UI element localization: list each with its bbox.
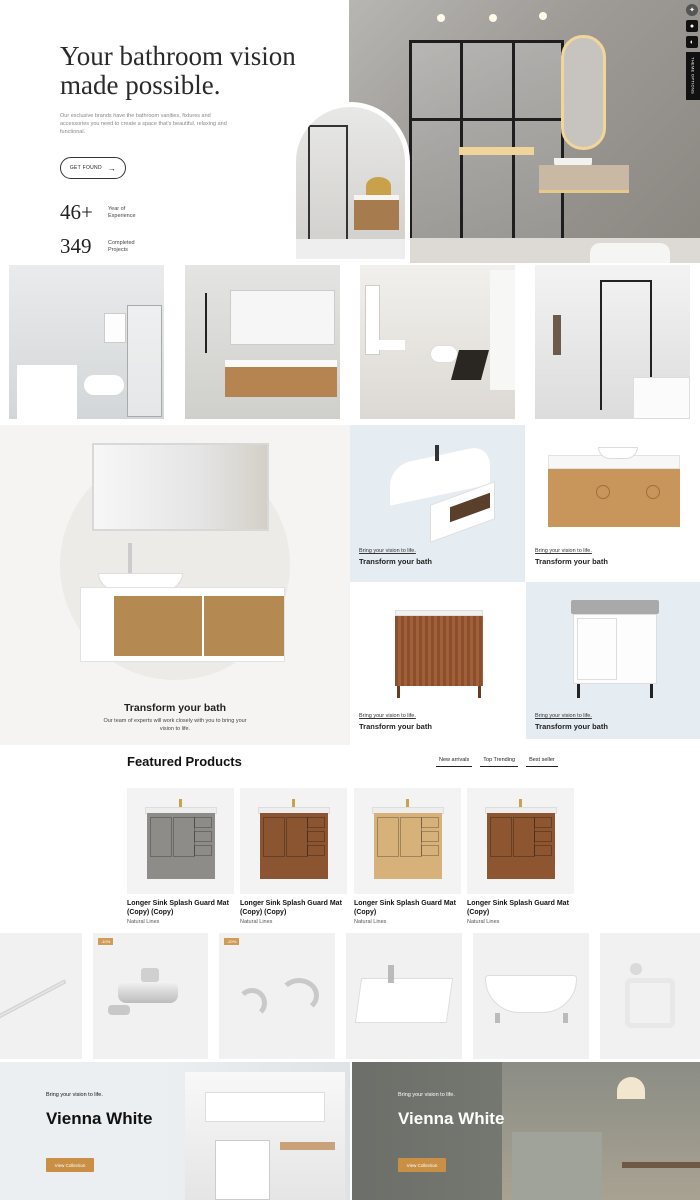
product-card[interactable] xyxy=(127,788,234,925)
stat-label: Completed Projects xyxy=(108,239,135,253)
product-card[interactable] xyxy=(240,788,347,925)
accessory-card[interactable] xyxy=(346,933,462,1059)
promo-card-title: Transform your bath xyxy=(359,722,432,731)
product-card[interactable] xyxy=(467,788,574,925)
accessory-card[interactable] xyxy=(0,933,82,1059)
accessory-card[interactable] xyxy=(93,933,208,1059)
gallery-image[interactable] xyxy=(535,265,690,419)
tab-best-seller[interactable]: Best seller xyxy=(526,757,558,767)
hero-arch-image xyxy=(291,102,410,264)
accessory-card[interactable] xyxy=(219,933,335,1059)
promo-title: Transform your bath xyxy=(123,702,227,714)
product-brand: Natural Lines xyxy=(467,919,500,925)
featured-title: Featured Products xyxy=(127,754,242,769)
get-found-button[interactable] xyxy=(60,157,126,179)
banner-kicker: Bring your vision to life. xyxy=(398,1092,455,1098)
theme-options-tab[interactable]: THEME OPTIONS xyxy=(686,52,700,100)
view-collection-button[interactable]: View Collection xyxy=(398,1158,446,1172)
promo-card[interactable] xyxy=(350,582,525,739)
product-name[interactable]: Longer Sink Splash Guard Mat (Copy) (Copy) xyxy=(127,900,229,916)
settings-icon[interactable]: ✦ xyxy=(686,4,698,16)
side-tools xyxy=(686,4,700,100)
product-brand: Natural Lines xyxy=(240,919,273,925)
promo-subtitle: Our team of experts will work closely with you to bring your vision to life. xyxy=(103,718,247,732)
product-brand: Natural Lines xyxy=(127,919,160,925)
accessory-card[interactable] xyxy=(473,933,589,1059)
promo-card[interactable] xyxy=(350,425,525,582)
promo-card-link[interactable]: Bring your vision to life. xyxy=(359,548,416,554)
promo-card[interactable] xyxy=(526,425,700,582)
product-image[interactable] xyxy=(354,788,461,894)
product-card[interactable] xyxy=(354,788,461,925)
promo-card-link[interactable]: Bring your vision to life. xyxy=(535,548,592,554)
stat-projects xyxy=(60,234,148,259)
banner-kicker: Bring your vision to life. xyxy=(46,1092,103,1098)
gallery-strip xyxy=(0,265,700,420)
get-found-label: GET FOUND xyxy=(69,165,102,171)
promo-card-title: Transform your bath xyxy=(535,557,608,566)
promo-card-link[interactable]: Bring your vision to life. xyxy=(535,713,592,719)
gallery-image[interactable] xyxy=(360,265,515,419)
product-name[interactable]: Longer Sink Splash Guard Mat (Copy) xyxy=(354,900,456,916)
discount-badge: -20% xyxy=(224,938,239,945)
contrast-icon[interactable]: ◐ xyxy=(686,36,698,48)
promo-main[interactable] xyxy=(0,425,350,745)
gallery-image[interactable] xyxy=(9,265,164,419)
product-image[interactable] xyxy=(240,788,347,894)
arrow-right-icon: → xyxy=(107,163,117,173)
banner-title: Vienna White xyxy=(398,1109,505,1128)
product-image[interactable] xyxy=(467,788,574,894)
tab-new-arrivals[interactable]: New arrivals xyxy=(436,757,472,767)
featured-tabs xyxy=(436,757,558,767)
hero-title: Your bathroom vision made possible. xyxy=(60,41,296,100)
promo-card-link[interactable]: Bring your vision to life. xyxy=(359,713,416,719)
promo-card[interactable] xyxy=(526,582,700,739)
banner-title: Vienna White xyxy=(46,1109,153,1128)
collection-banner xyxy=(352,1062,700,1200)
accessory-card[interactable] xyxy=(600,933,700,1059)
color-dot-icon[interactable]: ● xyxy=(686,20,698,32)
product-brand: Natural Lines xyxy=(354,919,387,925)
hero-description: Our exclusive brands have the bathroom vanities, fixtures and accessories you need to create a space that's beautiful, relaxing and functional. xyxy=(60,113,227,135)
view-collection-button[interactable]: View Collection xyxy=(46,1158,94,1172)
stat-experience xyxy=(60,200,148,225)
product-name[interactable]: Longer Sink Splash Guard Mat (Copy) xyxy=(467,900,569,916)
gallery-image[interactable] xyxy=(185,265,340,419)
stat-value: 46+ xyxy=(60,200,93,224)
stat-label: Year of Experience xyxy=(108,205,136,219)
discount-badge: -10% xyxy=(98,938,113,945)
hero-section xyxy=(0,0,700,265)
tab-top-trending[interactable]: Top Trending xyxy=(480,757,518,767)
product-name[interactable]: Longer Sink Splash Guard Mat (Copy) (Copy) xyxy=(240,900,342,916)
product-image[interactable] xyxy=(127,788,234,894)
stat-value: 349 xyxy=(60,234,92,258)
promo-card-title: Transform your bath xyxy=(359,557,432,566)
collection-banner xyxy=(0,1062,350,1200)
promo-card-title: Transform your bath xyxy=(535,722,608,731)
